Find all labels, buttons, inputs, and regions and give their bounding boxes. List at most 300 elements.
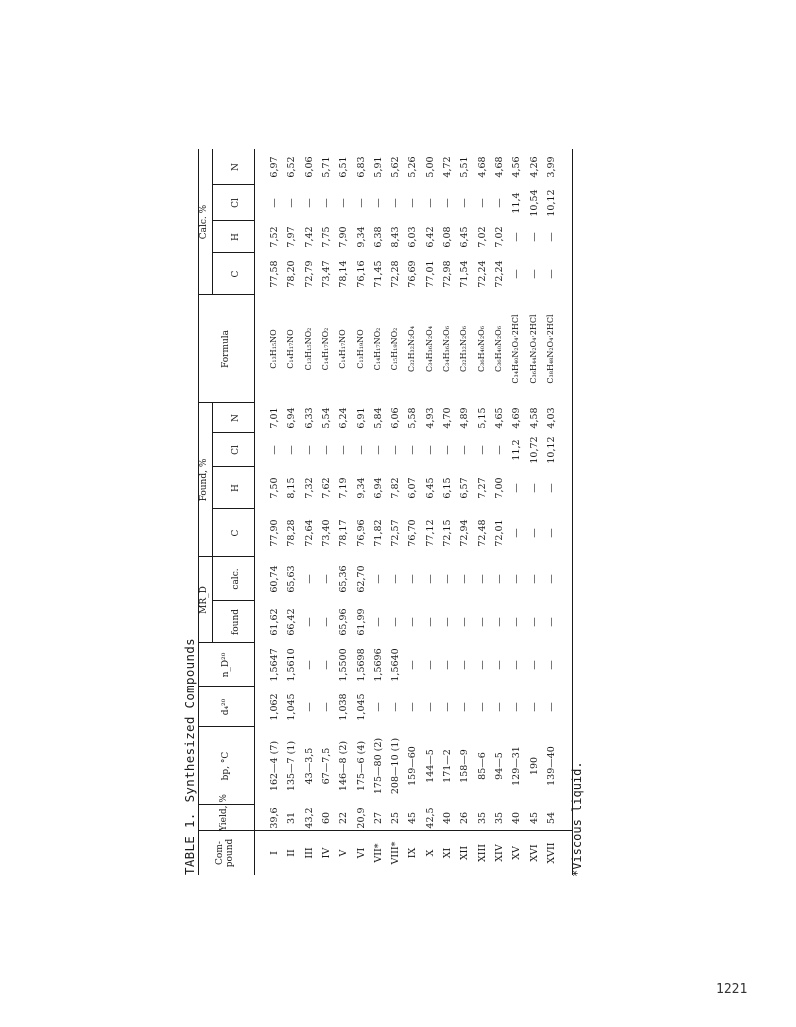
- footnote: *Viscous liquid.: [570, 761, 584, 877]
- cell-n: —: [442, 660, 453, 670]
- cell-fcl: 10,72: [528, 436, 540, 464]
- cell-ch: 7,90: [338, 226, 350, 248]
- cell-yield: 22: [338, 811, 350, 825]
- cell-n: —: [320, 660, 332, 670]
- cell-fc: 77,12: [424, 519, 436, 547]
- cell-id: XVII: [545, 842, 557, 864]
- cell-fn: 4,70: [442, 407, 453, 429]
- cell-d: 1,062: [269, 693, 280, 721]
- cell-n: 1,5640: [390, 648, 402, 682]
- cell-id: VIII*: [390, 841, 402, 865]
- cell-formula: C₃₂H₃₂N₂O₄: [407, 326, 417, 372]
- cell-fc: 76,70: [407, 519, 419, 547]
- cell-n: —: [407, 660, 419, 670]
- cell-id: XII: [459, 845, 471, 861]
- cell-fn: 6,91: [355, 407, 367, 429]
- cell-ch: 7,97: [286, 226, 298, 248]
- cell-bp: 43—3,5: [303, 747, 315, 785]
- cell-ccl: —: [424, 198, 436, 208]
- cell-cn: 3,99: [545, 156, 557, 178]
- cell-cc: 72,24: [476, 260, 488, 288]
- header-found-n: N: [231, 414, 241, 422]
- cell-fh: —: [511, 483, 523, 493]
- cell-formula: C₁₅H₁₉NO₂: [390, 327, 400, 371]
- cell-fh: 8,15: [286, 477, 298, 499]
- cell-fc: —: [545, 528, 557, 538]
- cell-bp: 135—7 (1): [286, 740, 298, 792]
- header-mr-calc: calc.: [231, 568, 241, 590]
- cell-fn: 4,58: [528, 407, 540, 429]
- cell-cc: 71,45: [372, 260, 384, 288]
- cell-n: —: [545, 660, 557, 670]
- cell-n: —: [459, 660, 471, 670]
- header-compound: Com- pound: [215, 838, 235, 868]
- cell-d: 1,038: [338, 693, 350, 721]
- cell-mrc: 60,74: [269, 565, 280, 593]
- cell-yield: 31: [286, 811, 298, 825]
- cell-yield: 40: [442, 811, 453, 825]
- cell-ccl: —: [442, 198, 453, 208]
- cell-bp: 158—9: [459, 749, 471, 783]
- cell-ccl: —: [459, 198, 471, 208]
- cell-yield: 54: [545, 811, 557, 825]
- cell-d: 1,045: [355, 693, 367, 721]
- cell-id: VI: [355, 847, 367, 859]
- cell-mrf: —: [320, 617, 332, 627]
- cell-bp: 139—40: [545, 746, 557, 786]
- calc-group-rule: [212, 149, 213, 295]
- cell-fcl: 11,2: [511, 439, 523, 461]
- cell-d: 1,045: [286, 693, 298, 721]
- cell-formula: C₃₂H₃₂N₂O₆: [459, 326, 469, 372]
- cell-fcl: —: [320, 445, 332, 455]
- header-formula: Formula: [221, 329, 231, 369]
- cell-d: —: [372, 702, 384, 712]
- cell-ccl: —: [390, 198, 402, 208]
- cell-id: I: [269, 851, 280, 855]
- cell-ccl: 10,12: [545, 189, 557, 217]
- cell-fcl: —: [442, 445, 453, 455]
- cell-ch: 7,52: [269, 226, 280, 248]
- cell-fc: 72,57: [390, 519, 402, 547]
- cell-mrc: 65,63: [286, 565, 298, 593]
- cell-d: —: [528, 702, 540, 712]
- cell-fc: 78,28: [286, 519, 298, 547]
- cell-yield: 26: [459, 811, 471, 825]
- cell-fn: 7,01: [269, 407, 280, 429]
- cell-cc: 77,58: [269, 260, 280, 288]
- header-yield: Yield, %: [219, 794, 229, 831]
- cell-fn: 4,69: [511, 407, 523, 429]
- cell-yield: 40: [511, 811, 523, 825]
- cell-fc: 73,40: [320, 519, 332, 547]
- cell-fcl: —: [390, 445, 402, 455]
- cell-fn: 4,03: [545, 407, 557, 429]
- cell-cc: 73,47: [320, 260, 332, 288]
- cell-mrf: —: [442, 617, 453, 627]
- cell-n: 1,5610: [286, 648, 298, 682]
- cell-formula: C₁₄H₁₇NO: [338, 329, 348, 369]
- cell-fc: —: [511, 528, 523, 538]
- cell-cc: 76,69: [407, 260, 419, 288]
- cell-mrf: —: [407, 617, 419, 627]
- cell-formula: C₁₄H₁₇NO₂: [372, 327, 382, 371]
- cell-mrf: —: [528, 617, 540, 627]
- cell-yield: 35: [476, 811, 488, 825]
- cell-mrc: —: [424, 574, 436, 584]
- cell-mrc: —: [545, 574, 557, 584]
- cell-fh: 6,45: [424, 477, 436, 499]
- header-found-c: C: [231, 529, 241, 537]
- cell-n: —: [476, 660, 488, 670]
- cell-cn: 5,91: [372, 156, 384, 178]
- cell-ch: 6,38: [372, 226, 384, 248]
- cell-cn: 5,62: [390, 156, 402, 178]
- cell-ch: 6,03: [407, 226, 419, 248]
- cell-fn: 5,58: [407, 407, 419, 429]
- cell-cn: 6,06: [303, 156, 315, 178]
- header-calc-h: H: [231, 233, 241, 241]
- cell-mrf: 65,96: [338, 608, 350, 636]
- cell-fh: 9,34: [355, 477, 367, 499]
- cell-formula: C₁₄H₁₇NO: [286, 329, 296, 369]
- cell-cc: 78,14: [338, 260, 350, 288]
- cell-fn: 4,89: [459, 407, 471, 429]
- cell-bp: 190: [528, 756, 540, 776]
- cell-d: —: [493, 702, 505, 712]
- cell-ccl: —: [338, 198, 350, 208]
- header-mr-found: found: [231, 608, 241, 636]
- cell-bp: 162—4 (7): [269, 740, 280, 792]
- cell-id: XV: [511, 846, 523, 860]
- cell-fn: 5,84: [372, 407, 384, 429]
- cell-d: —: [545, 702, 557, 712]
- cell-fn: 6,94: [286, 407, 298, 429]
- cell-n: —: [424, 660, 436, 670]
- header-bottom-rule: [254, 149, 255, 875]
- cell-bp: 146—8 (2): [338, 740, 350, 792]
- cell-fn: 5,15: [476, 407, 488, 429]
- table-top-rule: [198, 149, 199, 875]
- cell-cn: 4,56: [511, 156, 523, 178]
- cell-bp: 159—60: [407, 746, 419, 786]
- cell-n: 1,5647: [269, 648, 280, 682]
- cell-mrc: —: [303, 574, 315, 584]
- cell-bp: 208—10 (1): [390, 737, 402, 795]
- cell-n: 1,5500: [338, 648, 350, 682]
- cell-fc: 72,15: [442, 519, 453, 547]
- cell-fc: 72,64: [303, 519, 315, 547]
- cell-fh: —: [528, 483, 540, 493]
- cell-d: —: [390, 702, 402, 712]
- header-calc-cl: Cl: [231, 198, 241, 208]
- cell-formula: C₁₄H₁₇NO₂: [320, 327, 330, 371]
- header-found-h: H: [231, 484, 241, 492]
- cell-fc: 72,48: [476, 519, 488, 547]
- cell-cc: —: [545, 269, 557, 279]
- header-calc-group: Calc. %: [199, 204, 209, 240]
- cell-mrc: —: [493, 574, 505, 584]
- cell-ch: 7,42: [303, 226, 315, 248]
- cell-fh: 7,19: [338, 477, 350, 499]
- cell-cn: 4,26: [528, 156, 540, 178]
- cell-id: II: [286, 849, 298, 857]
- cell-fc: 76,96: [355, 519, 367, 547]
- cell-fh: 7,32: [303, 477, 315, 499]
- cell-fcl: —: [286, 445, 298, 455]
- cell-n: —: [493, 660, 505, 670]
- cell-fn: 5,54: [320, 407, 332, 429]
- cell-mrf: —: [476, 617, 488, 627]
- cell-fh: 6,15: [442, 477, 453, 499]
- cell-formula: C₃₆H₄₄N₂O₄·2HCl: [528, 314, 538, 384]
- cell-cn: 4,72: [442, 156, 453, 178]
- cell-ch: 7,02: [476, 226, 488, 248]
- cell-fh: 7,82: [390, 477, 402, 499]
- cell-formula: C₃₈H₄₈N₂O₄·2HCl: [545, 314, 555, 384]
- cell-d: —: [320, 702, 332, 712]
- cell-mrc: —: [511, 574, 523, 584]
- cell-id: VII*: [372, 843, 384, 863]
- rotated-table-page: [182, 95, 587, 875]
- cell-mrc: —: [459, 574, 471, 584]
- cell-id: V: [338, 849, 350, 857]
- cell-fh: —: [545, 483, 557, 493]
- cell-mrc: —: [407, 574, 419, 584]
- cell-fcl: —: [303, 445, 315, 455]
- cell-mrf: —: [424, 617, 436, 627]
- cell-formula: C₃₄H₃₆N₂O₆: [442, 326, 451, 372]
- cell-mrf: —: [493, 617, 505, 627]
- cell-id: XVI: [528, 844, 540, 862]
- header-calc-c: C: [231, 270, 241, 278]
- cell-id: IX: [407, 847, 419, 859]
- cell-fcl: —: [269, 445, 280, 455]
- cell-fcl: —: [372, 445, 384, 455]
- cell-mrc: —: [320, 574, 332, 584]
- header-refractive-index: n_D²⁰: [221, 652, 231, 678]
- cell-cn: 6,51: [338, 156, 350, 178]
- header-mr-group: MR_D: [199, 586, 209, 614]
- cell-fn: 4,65: [493, 407, 505, 429]
- cell-cc: 77,01: [424, 260, 436, 288]
- cell-ch: 6,45: [459, 226, 471, 248]
- table-title: Synthesized Compounds: [182, 638, 197, 803]
- cell-mrf: 61,62: [269, 608, 280, 636]
- cell-fcl: —: [355, 445, 367, 455]
- header-found-cl: Cl: [231, 445, 241, 455]
- cell-cc: 72,24: [493, 260, 505, 288]
- cell-cc: 76,16: [355, 260, 367, 288]
- cell-d: —: [424, 702, 436, 712]
- cell-cn: 4,68: [493, 156, 505, 178]
- cell-ch: —: [545, 232, 557, 242]
- cell-ccl: —: [286, 198, 298, 208]
- cell-yield: 60: [320, 811, 332, 825]
- cell-cc: —: [511, 269, 523, 279]
- cell-mrc: —: [476, 574, 488, 584]
- cell-cn: 6,97: [269, 156, 280, 178]
- cell-yield: 42,5: [424, 807, 436, 829]
- cell-fcl: —: [424, 445, 436, 455]
- body-divider: [254, 830, 572, 831]
- cell-ccl: —: [372, 198, 384, 208]
- cell-ccl: —: [303, 198, 315, 208]
- cell-yield: 45: [407, 811, 419, 825]
- cell-formula: C₁₃H₁₅NO: [269, 329, 278, 369]
- cell-yield: 20,9: [355, 807, 367, 829]
- cell-ch: —: [528, 232, 540, 242]
- cell-n: 1,5698: [355, 648, 367, 682]
- cell-cc: 72,28: [390, 260, 402, 288]
- cell-ch: —: [511, 232, 523, 242]
- found-group-rule: [212, 403, 213, 557]
- cell-mrf: —: [459, 617, 471, 627]
- cell-fc: —: [528, 528, 540, 538]
- header-bp: bp, °C: [221, 751, 231, 781]
- header-density: d₄²⁰: [221, 698, 231, 716]
- cell-bp: 175—6 (4): [355, 740, 367, 792]
- cell-bp: 171—2: [442, 749, 453, 783]
- cell-mrc: 65,36: [338, 565, 350, 593]
- cell-formula: C₃₄H₃₆N₂O₄: [424, 326, 434, 372]
- cell-cc: —: [528, 269, 540, 279]
- cell-d: —: [442, 702, 453, 712]
- cell-cn: 6,52: [286, 156, 298, 178]
- cell-ccl: —: [493, 198, 505, 208]
- cell-fcl: —: [476, 445, 488, 455]
- cell-mrf: —: [303, 617, 315, 627]
- cell-mrf: —: [372, 617, 384, 627]
- cell-bp: 85—6: [476, 752, 488, 780]
- cell-bp: 94—5: [493, 752, 505, 780]
- cell-mrc: —: [390, 574, 402, 584]
- cell-mrf: —: [390, 617, 402, 627]
- header-calc-n: N: [231, 163, 241, 171]
- cell-ccl: 10,54: [528, 189, 540, 217]
- cell-cn: 5,00: [424, 156, 436, 178]
- cell-formula: C₁₃H₁₅NO₂: [303, 327, 313, 371]
- cell-ccl: —: [320, 198, 332, 208]
- cell-bp: 67—7,5: [320, 747, 332, 785]
- cell-cc: 71,54: [459, 260, 471, 288]
- cell-ch: 7,02: [493, 226, 505, 248]
- cell-fcl: —: [407, 445, 419, 455]
- cell-cc: 72,79: [303, 260, 315, 288]
- cell-mrc: —: [372, 574, 384, 584]
- cell-d: —: [511, 702, 523, 712]
- header-found-group: Found, %: [199, 458, 209, 502]
- cell-d: —: [407, 702, 419, 712]
- cell-yield: 39,6: [269, 807, 280, 829]
- cell-mrf: —: [511, 617, 523, 627]
- cell-ch: 6,42: [424, 226, 436, 248]
- cell-bp: 175—80 (2): [372, 737, 384, 795]
- cell-fh: 7,62: [320, 477, 332, 499]
- cell-fcl: 10,12: [545, 436, 557, 464]
- cell-formula: C₁₃H₁₉NO: [355, 329, 365, 369]
- cell-fh: 7,00: [493, 477, 505, 499]
- cell-cn: 6,83: [355, 156, 367, 178]
- cell-ch: 6,08: [442, 226, 453, 248]
- cell-mrf: 66,42: [286, 608, 298, 636]
- cell-cn: 5,51: [459, 156, 471, 178]
- cell-fc: 72,01: [493, 519, 505, 547]
- cell-fn: 4,93: [424, 407, 436, 429]
- cell-formula: C₃₆H₄₀N₂O₆: [493, 326, 503, 372]
- cell-id: XIV: [493, 844, 505, 862]
- table-caption: [182, 628, 197, 875]
- cell-ccl: —: [476, 198, 488, 208]
- cell-fh: 7,50: [269, 477, 280, 499]
- cell-mrc: 62,70: [355, 565, 367, 593]
- cell-ccl: —: [355, 198, 367, 208]
- cell-id: XI: [442, 847, 453, 859]
- cell-fc: 78,17: [338, 519, 350, 547]
- cell-d: —: [303, 702, 315, 712]
- page-number: 1221: [716, 982, 748, 997]
- cell-d: —: [476, 702, 488, 712]
- cell-ch: 7,75: [320, 226, 332, 248]
- cell-ch: 8,43: [390, 226, 402, 248]
- cell-cc: 72,98: [442, 260, 453, 288]
- cell-formula: C₃₄H₄₀N₂O₄·2HCl: [511, 314, 521, 384]
- cell-fn: 6,24: [338, 407, 350, 429]
- cell-formula: C₃₆H₄₀N₂O₆: [476, 326, 486, 372]
- cell-fc: 72,94: [459, 519, 471, 547]
- cell-bp: 129—31: [511, 746, 523, 786]
- cell-fh: 7,27: [476, 477, 488, 499]
- cell-d: —: [459, 702, 471, 712]
- cell-fcl: —: [493, 445, 505, 455]
- cell-cn: 5,26: [407, 156, 419, 178]
- cell-id: III: [303, 847, 315, 859]
- cell-n: 1,5696: [372, 648, 384, 682]
- cell-id: XIII: [476, 843, 488, 863]
- cell-mrc: —: [442, 574, 453, 584]
- cell-n: —: [303, 660, 315, 670]
- cell-fh: 6,94: [372, 477, 384, 499]
- cell-mrf: —: [545, 617, 557, 627]
- cell-mrc: —: [528, 574, 540, 584]
- cell-fc: 77,90: [269, 519, 280, 547]
- cell-bp: 144—5: [424, 749, 436, 783]
- cell-yield: 43,2: [303, 807, 315, 829]
- cell-fh: 6,57: [459, 477, 471, 499]
- cell-ccl: 11,4: [511, 192, 523, 214]
- cell-id: X: [424, 849, 436, 857]
- table-label: TABLE 1.: [182, 812, 197, 875]
- cell-id: IV: [320, 847, 332, 859]
- cell-fcl: —: [459, 445, 471, 455]
- cell-ch: 9,34: [355, 226, 367, 248]
- cell-cn: 5,71: [320, 156, 332, 178]
- cell-fn: 6,06: [390, 407, 402, 429]
- cell-n: —: [528, 660, 540, 670]
- cell-fcl: —: [338, 445, 350, 455]
- cell-fh: 6,07: [407, 477, 419, 499]
- cell-yield: 35: [493, 811, 505, 825]
- cell-yield: 27: [372, 811, 384, 825]
- cell-mrf: 61,99: [355, 608, 367, 636]
- cell-cn: 4,68: [476, 156, 488, 178]
- cell-fc: 71,82: [372, 519, 384, 547]
- cell-yield: 45: [528, 811, 540, 825]
- cell-fn: 6,33: [303, 407, 315, 429]
- cell-ccl: —: [269, 198, 280, 208]
- cell-yield: 25: [390, 811, 402, 825]
- cell-cc: 78,20: [286, 260, 298, 288]
